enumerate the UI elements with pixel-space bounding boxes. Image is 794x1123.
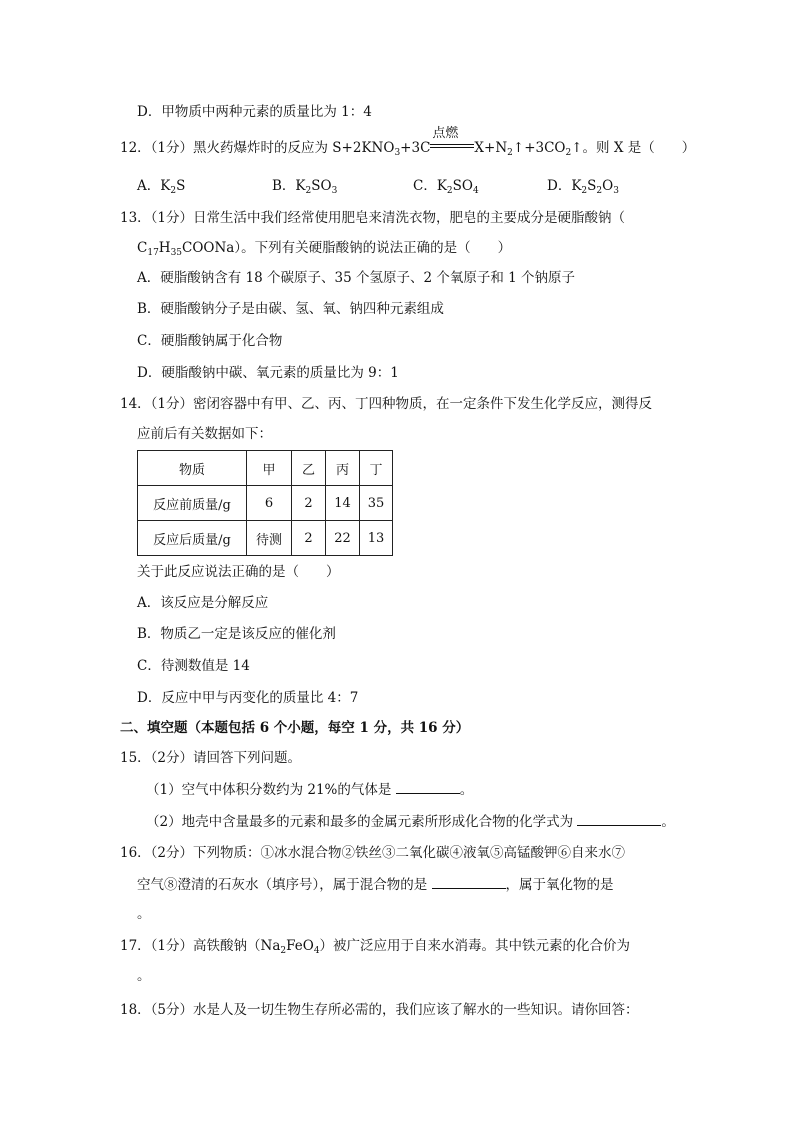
reaction-arrow-condition (430, 126, 474, 152)
q14-data-table (137, 450, 393, 556)
q17-line2: 。 (137, 968, 151, 984)
q12-option-c: C．$K_2SO_4$ (413, 178, 479, 196)
q14-option-b: B．物质乙一定是该反应的催化剂 (137, 626, 336, 642)
q12-sub-3: 2 (565, 148, 572, 158)
q14-option-a: A．该反应是分解反应 (137, 595, 269, 611)
q12-sub-2: 2 (507, 148, 513, 158)
q12-option-a: A．$K_2S$ (137, 178, 186, 196)
q12-option-d: D．$K_2S_2O_3$ (547, 178, 619, 196)
table-header-cell: 物质 (138, 451, 247, 486)
q13-option-a: A．硬脂酸钠含有 18 个碳原子、35 个氢原子、2 个氧原子和 1 个钠原子 (137, 270, 576, 286)
q18-stem: 18．（5分）水是人及一切生物生存所必需的，我们应该了解水的一些知识。请你回答： (120, 1002, 639, 1018)
q14-option-d: D．反应中甲与丙变化的质量比 4：7 (137, 690, 359, 706)
q12-option-b: B．$K_2SO_3$ (272, 178, 338, 196)
q11-option-d: D．甲物质中两种元素的质量比为 1：4 (137, 104, 372, 120)
q16-line3: 。 (137, 906, 151, 922)
table-cell: 6 (247, 486, 292, 521)
section-heading: 二、填空题（本题包括 6 个小题，每空 1 分，共 16 分） (120, 720, 470, 736)
table-cell: 22 (326, 521, 360, 556)
q12-stem (120, 126, 696, 158)
q14-option-c: C．待测数值是 14 (137, 658, 250, 674)
table-cell: 2 (292, 521, 326, 556)
answer-blank[interactable] (577, 811, 661, 826)
table-header-cell: 丁 (360, 451, 393, 486)
table-cell: 13 (360, 521, 393, 556)
q13-stem-line2: $C_{17}H_{35}COONa$）。下列有关硬脂酸钠的说法正确的是（ ） (137, 240, 512, 258)
reaction-condition-label: 点燃 (432, 126, 459, 141)
q14-stem-line1: 14．（1分）密闭容器中有甲、乙、丙、丁四种物质，在一定条件下发生化学反应，测得反 (120, 396, 653, 412)
table-row (138, 521, 393, 556)
q12-text-1: 12．（1分）黑火药爆炸时的反应为 S+2KNO (120, 140, 395, 156)
q15-part2: （2）地壳中含量最多的元素和最多的金属元素所形成化合物的化学式为 。 (146, 811, 675, 832)
table-cell: 2 (292, 486, 326, 521)
table-cell: 14 (326, 486, 360, 521)
answer-blank[interactable] (396, 779, 460, 794)
q13-stem-line1: 13．（1分）日常生活中我们经常使用肥皂来清洗衣物，肥皂的主要成分是硬脂酸钠（ (120, 210, 626, 226)
table-cell: 反应后质量/g (138, 521, 247, 556)
answer-blank[interactable] (432, 874, 506, 889)
q16-line1: 16．（2分）下列物质：①冰水混合物②铁丝③二氧化碳④液氧⑤高锰酸钾⑥自来水⑦ (120, 845, 626, 861)
table-cell: 反应前质量/g (138, 486, 247, 521)
q12-text-plus: +3C (400, 140, 431, 156)
table-header-row (138, 451, 393, 486)
q15-part1: （1）空气中体积分数约为 21%的气体是 。 (146, 779, 473, 800)
table-row (138, 486, 393, 521)
table-header-cell: 丙 (326, 451, 360, 486)
q12-sub-1: 3 (394, 148, 401, 158)
q12-text-rhs1: X+N (474, 140, 508, 156)
q12-text-rhs2: ↑+3CO (512, 140, 566, 156)
q16-line2: 空气⑧澄清的石灰水（填序号），属于混合物的是 ，属于氧化物的是 (137, 874, 614, 895)
q15-stem: 15．（2分）请回答下列问题。 (120, 750, 302, 766)
table-header-cell: 甲 (247, 451, 292, 486)
table-cell: 35 (360, 486, 393, 521)
table-cell: 待测 (247, 521, 292, 556)
q14-after-table: 关于此反应说法正确的是（ ） (137, 564, 340, 580)
q13-option-b: B．硬脂酸钠分子是由碳、氢、氧、钠四种元素组成 (137, 301, 444, 317)
q17-line1: 17．（1分）高铁酸钠$(Na_2FeO_4)$被广泛应用于自来水消毒。其中铁元素的化合价为 (120, 938, 631, 956)
q13-option-d: D．硬脂酸钠中碳、氧元素的质量比为 9：1 (137, 365, 399, 381)
q13-option-c: C．硬脂酸钠属于化合物 (137, 333, 283, 349)
q14-stem-line2: 应前后有关数据如下： (137, 426, 272, 442)
table-header-cell: 乙 (292, 451, 326, 486)
q12-text-rhs3: ↑。则 X 是（ ） (571, 140, 696, 156)
